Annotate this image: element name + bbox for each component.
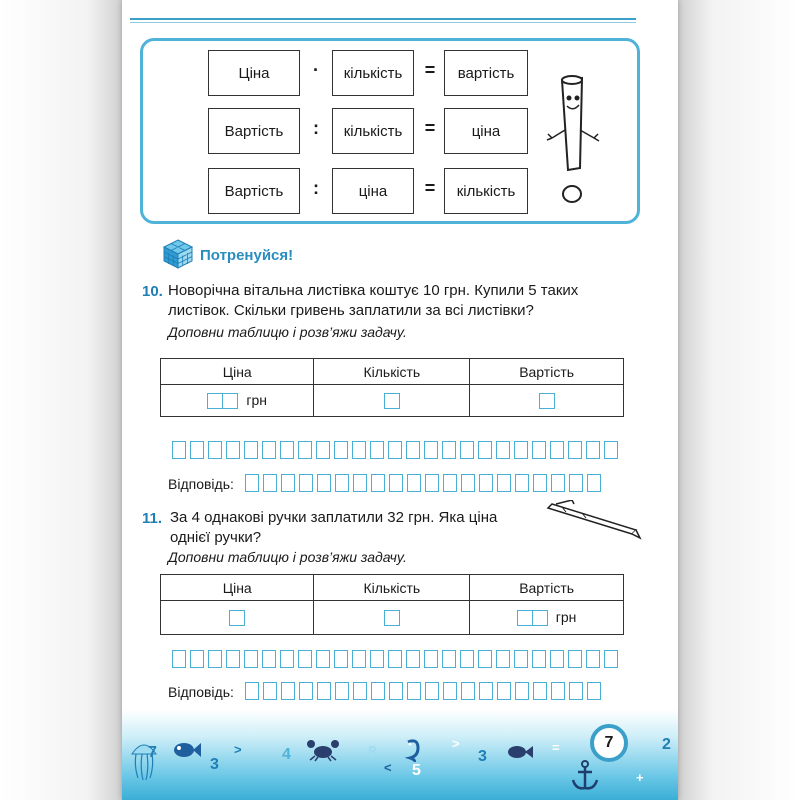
grid-cell[interactable] [190, 441, 204, 459]
grid-cell[interactable] [371, 474, 385, 492]
formula-operator-multiply: · [313, 60, 319, 80]
formula-box-quantity: кількість [332, 50, 414, 96]
grid-cell[interactable] [569, 682, 583, 700]
rubik-cube-icon [162, 238, 194, 270]
grid-cell[interactable] [389, 474, 403, 492]
answer-label: Відповідь: [168, 684, 234, 700]
grid-cell[interactable] [424, 441, 438, 459]
grid-cell[interactable] [388, 650, 402, 668]
grid-cell[interactable] [551, 682, 565, 700]
grid-cell[interactable] [443, 682, 457, 700]
grid-cell[interactable] [479, 682, 493, 700]
top-rule [130, 18, 636, 20]
grid-cell[interactable] [461, 474, 475, 492]
task-11-number: 11. [142, 510, 163, 527]
deco-symbol: < [384, 760, 392, 775]
grid-cell[interactable] [298, 650, 312, 668]
grid-cell[interactable] [515, 682, 529, 700]
formula-operator-equals: = [424, 60, 436, 80]
answer-label: Відповідь: [168, 476, 234, 492]
grid-cell[interactable] [280, 650, 294, 668]
grid-cell[interactable] [533, 474, 547, 492]
grid-cell[interactable] [425, 682, 439, 700]
formula-operator-equals: = [424, 118, 436, 138]
task-11-line-2: однієї ручки? [170, 529, 262, 546]
answer-cell[interactable] [207, 393, 223, 409]
table-header-price: Ціна [161, 359, 314, 385]
task-11-instruction: Доповни таблицю і розв’яжи задачу. [168, 549, 407, 565]
table-header-cost: Вартість [470, 575, 624, 601]
grid-cell[interactable] [515, 474, 529, 492]
answer-cell[interactable] [517, 610, 533, 626]
answer-cell[interactable] [384, 610, 400, 626]
grid-cell[interactable] [335, 682, 349, 700]
table-cell-price [161, 385, 314, 417]
unit-label: грн [555, 608, 577, 625]
deco-symbol: = [552, 740, 560, 755]
grid-cell[interactable] [587, 682, 601, 700]
grid-cell[interactable] [442, 650, 456, 668]
grid-cell[interactable] [425, 474, 439, 492]
answer-cell[interactable] [222, 393, 238, 409]
table-header-quantity: Кількість [314, 575, 470, 601]
grid-cell[interactable] [407, 474, 421, 492]
grid-cell[interactable] [478, 650, 492, 668]
formula-operator-divide: : [313, 178, 319, 198]
answer-cell[interactable] [532, 610, 548, 626]
answer-grid[interactable] [245, 474, 605, 492]
workbook-page [122, 0, 678, 800]
formula-box-cost: Вартість [208, 168, 300, 214]
grid-cell[interactable] [461, 682, 475, 700]
small-fish-icon [506, 742, 534, 762]
grid-cell[interactable] [299, 682, 313, 700]
formula-operator-divide: : [313, 118, 319, 138]
grid-cell[interactable] [533, 682, 547, 700]
anchor-icon [570, 760, 600, 792]
grid-cell[interactable] [172, 650, 186, 668]
task-10-instruction: Доповни таблицю і розв’яжи задачу. [168, 324, 407, 340]
deco-number: 7 [148, 744, 157, 761]
deco-symbol: > [452, 736, 460, 751]
grid-cell[interactable] [334, 650, 348, 668]
grid-cell[interactable] [317, 474, 331, 492]
formula-box-quantity: кількість [444, 168, 528, 214]
page-shadow-right [676, 0, 800, 800]
deco-number: 2 [662, 736, 671, 753]
unit-label: грн [246, 391, 267, 408]
grid-cell[interactable] [353, 474, 367, 492]
grid-cell[interactable] [208, 650, 222, 668]
grid-cell[interactable] [208, 441, 222, 459]
grid-cell[interactable] [443, 474, 457, 492]
pen-icon [542, 500, 642, 540]
grid-cell[interactable] [370, 650, 384, 668]
grid-cell[interactable] [226, 441, 240, 459]
grid-cell[interactable] [550, 441, 564, 459]
table-cell-price [161, 601, 314, 635]
section-title: Потренуйся! [200, 247, 294, 264]
formula-box-cost: Вартість [208, 108, 300, 154]
grid-cell[interactable] [316, 650, 330, 668]
task-10-line-1: Новорічна вітальна листівка коштує 10 грн. Купили 5 таких [168, 282, 579, 299]
grid-cell[interactable] [280, 441, 294, 459]
grid-cell[interactable] [245, 474, 259, 492]
deco-number: 8 [368, 744, 377, 761]
grid-cell[interactable] [514, 441, 528, 459]
grid-cell[interactable] [263, 682, 277, 700]
grid-cell[interactable] [604, 650, 618, 668]
grid-cell[interactable] [532, 650, 546, 668]
grid-cell[interactable] [281, 474, 295, 492]
grid-cell[interactable] [244, 441, 258, 459]
answer-cell[interactable] [384, 393, 400, 409]
grid-cell[interactable] [190, 650, 204, 668]
grid-cell[interactable] [479, 474, 493, 492]
deco-symbol: > [234, 742, 242, 757]
answer-cell[interactable] [229, 610, 245, 626]
grid-cell[interactable] [262, 650, 276, 668]
grid-cell[interactable] [352, 650, 366, 668]
grid-cell[interactable] [460, 650, 474, 668]
grid-cell[interactable] [299, 474, 313, 492]
grid-cell[interactable] [496, 441, 510, 459]
table-header-quantity: Кількість [314, 359, 470, 385]
grid-cell[interactable] [604, 441, 618, 459]
deco-symbol: + [636, 770, 644, 785]
formula-box-cost: вартість [444, 50, 528, 96]
grid-cell[interactable] [587, 474, 601, 492]
grid-cell[interactable] [334, 441, 348, 459]
task-10-number: 10. [142, 283, 163, 300]
page-number: 7 [590, 724, 628, 762]
deco-number: 5 [412, 762, 421, 779]
formula-operator-equals: = [424, 178, 436, 198]
task-11-table [160, 574, 624, 635]
page-shadow-left [0, 0, 124, 800]
grid-cell[interactable] [406, 441, 420, 459]
table-header-price: Ціна [161, 575, 314, 601]
grid-cell[interactable] [172, 441, 186, 459]
top-rule-thin [130, 22, 636, 23]
grid-cell[interactable] [244, 650, 258, 668]
grid-cell[interactable] [317, 682, 331, 700]
fish-icon [172, 740, 202, 760]
deco-number: 3 [478, 748, 487, 765]
exclamation-mascot-icon [540, 70, 610, 210]
formula-box-price: ціна [444, 108, 528, 154]
grid-cell[interactable] [226, 650, 240, 668]
grid-cell[interactable] [262, 441, 276, 459]
formula-box-price: Ціна [208, 50, 300, 96]
grid-cell[interactable] [389, 682, 403, 700]
grid-cell[interactable] [352, 441, 366, 459]
grid-cell[interactable] [496, 650, 510, 668]
solution-grid[interactable] [172, 441, 622, 459]
grid-cell[interactable] [335, 474, 349, 492]
grid-cell[interactable] [281, 682, 295, 700]
grid-cell[interactable] [568, 441, 582, 459]
deco-number: 4 [282, 746, 291, 763]
answer-cell[interactable] [539, 393, 555, 409]
grid-cell[interactable] [245, 682, 259, 700]
grid-cell[interactable] [407, 682, 421, 700]
grid-cell[interactable] [569, 474, 583, 492]
table-cell-quantity [314, 601, 470, 635]
crab-icon [306, 738, 340, 762]
table-cell-quantity [314, 385, 470, 417]
grid-cell[interactable] [263, 474, 277, 492]
grid-cell[interactable] [371, 682, 385, 700]
grid-cell[interactable] [316, 441, 330, 459]
grid-cell[interactable] [586, 650, 600, 668]
grid-cell[interactable] [551, 474, 565, 492]
table-cell-cost [470, 601, 624, 635]
table-cell-cost [470, 385, 624, 417]
task-10-text [168, 281, 624, 321]
formula-box-price: ціна [332, 168, 414, 214]
grid-cell[interactable] [568, 650, 582, 668]
seahorse-icon [400, 738, 428, 762]
grid-cell[interactable] [586, 441, 600, 459]
deco-number: 3 [210, 756, 219, 773]
grid-cell[interactable] [497, 474, 511, 492]
grid-cell[interactable] [478, 441, 492, 459]
grid-cell[interactable] [460, 441, 474, 459]
grid-cell[interactable] [442, 441, 456, 459]
task-10-table [160, 358, 624, 417]
grid-cell[interactable] [388, 441, 402, 459]
solution-grid[interactable] [172, 650, 622, 668]
task-10-line-2: листівок. Скільки гривень заплатили за всі листівки? [168, 302, 534, 319]
grid-cell[interactable] [353, 682, 367, 700]
task-11-text [170, 508, 542, 548]
formula-box-quantity: кількість [332, 108, 414, 154]
grid-cell[interactable] [298, 441, 312, 459]
grid-cell[interactable] [497, 682, 511, 700]
task-11-line-1: За 4 однакові ручки заплатили 32 грн. Яка ціна [170, 509, 498, 526]
grid-cell[interactable] [532, 441, 546, 459]
answer-grid[interactable] [245, 682, 605, 700]
grid-cell[interactable] [550, 650, 564, 668]
grid-cell[interactable] [514, 650, 528, 668]
grid-cell[interactable] [406, 650, 420, 668]
table-header-cost: Вартість [470, 359, 624, 385]
grid-cell[interactable] [370, 441, 384, 459]
grid-cell[interactable] [424, 650, 438, 668]
